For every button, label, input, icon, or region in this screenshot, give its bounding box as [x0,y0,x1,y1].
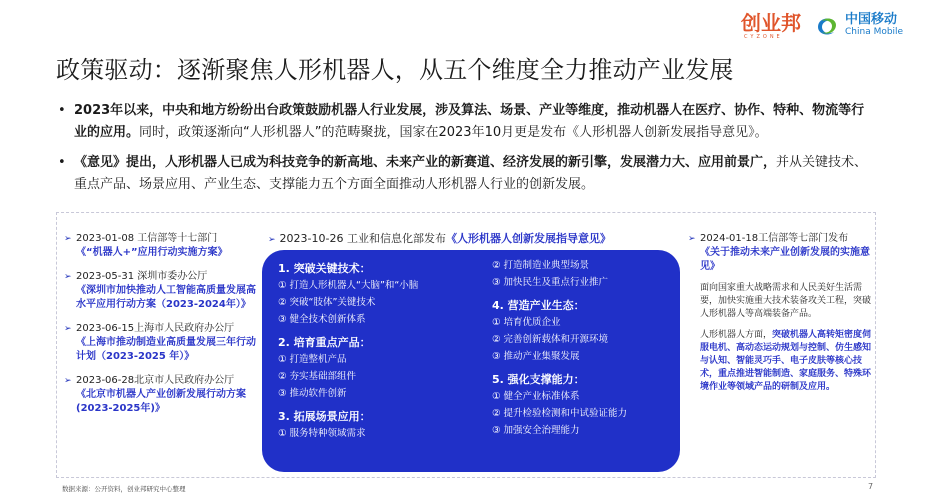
section-item: ① 打造整机产品 [278,354,347,365]
section-heading: 2. 培育重点产品： [278,336,371,349]
china-mobile-logo-icon [814,13,840,39]
policy-date-dept: 2024-01-18工信部等七部门发布 [700,233,849,244]
section-heading: 4. 营造产业生态： [492,299,585,312]
section-item: ② 打造制造业典型场景 [492,260,590,271]
policy-doc-title: 《上海市推动制造业高质量发展三年行动计划（2023-2025 年）》 [76,337,256,362]
section-item: ③ 加强安全治理能力 [492,425,580,436]
arrow-right-icon: ➢ [64,376,72,386]
section-item: ③ 推动产业集聚发展 [492,351,580,362]
policy-item [64,232,259,260]
policy-doc-title: 《深圳市加快推动人工智能高质量发展高水平应用行动方案（2023-2024年）》 [76,285,256,310]
guidance-col-2 [492,258,672,441]
policy-date-dept: 2023-10-26 工业和信息化部发布 [279,232,446,245]
arrow-right-icon: ➢ [688,234,696,244]
bullet-dot-icon: • [58,155,66,170]
policy-item [64,374,259,416]
policy-doc-title: 《北京市机器人产业创新发展行动方案(2023-2025年)》 [76,389,246,414]
section-item: ③ 加快民生及重点行业推广 [492,277,609,288]
page-title: 政策驱动：逐渐聚焦人形机器人，从五个维度全力推动产业发展 [56,56,734,84]
bullet-item [56,100,876,144]
policy-description-prefix: 人形机器人方面， [700,330,773,340]
page-number: 7 [868,482,874,491]
policy-date-dept: 2023-01-08 工信部等十七部门 [76,233,218,244]
section-item: ① 培育优质企业 [492,317,561,328]
policy-right [688,232,872,394]
bullet-bold-text: 2023年以来，中央和地方纷纷出台政策鼓励机器人行业发展，涉及算法、场景、产业等维度，推动机器人在医疗、协作、特种、物流等行业的应用。 [74,103,865,140]
policy-date-dept: 2023-06-28北京市人民政府办公厅 [76,375,235,386]
policy-date-dept: 2023-05-31 深圳市委办公厅 [76,271,208,282]
arrow-right-icon: ➢ [64,324,72,334]
china-mobile-logo-en: China Mobile [845,27,904,37]
policy-item [64,270,259,312]
policy-description-2 [688,329,872,394]
arrow-right-icon: ➢ [64,234,72,244]
intro-bullets [56,100,876,204]
bullet-bold-text: 《意见》提出，人形机器人已成为科技竞争的新高地、未来产业的新赛道、经济发展的新引擎，发展潜力大、应用前景广， [74,155,777,170]
section-item: ③ 推动软件创新 [278,388,347,399]
policy-description-highlight: 突破机器人高转矩密度伺服电机、高动态运动规划与控制、仿生感知与认知、智能灵巧手、电子皮肤等核心技术，重点推进智能制造、家庭服务、特殊环境作业等领域产品的研制及应用。 [700,330,872,392]
section-heading: 3. 拓展场景应用： [278,410,371,423]
section-heading: 5. 强化支撑能力： [492,373,585,386]
middle-policy-header [268,232,611,247]
section-item: ② 夯实基础部组件 [278,371,357,382]
policy-date-dept: 2023-06-15上海市人民政府办公厅 [76,323,235,334]
section-item: ① 健全产业标准体系 [492,391,580,402]
bullet-item [56,152,876,196]
bullet-dot-icon: • [58,103,66,118]
section-item: ② 提升检验检测和中试验证能力 [492,408,628,419]
policy-doc-title: 《关于推动未来产业创新发展的实施意见》 [700,247,870,272]
guidance-col-1 [278,258,478,444]
section-item: ② 突破“肢体”关键技术 [278,297,376,308]
section-heading: 1. 突破关键技术： [278,262,371,275]
bullet-text: 同时，政策逐渐向“人形机器人”的范畴聚拢，国家在2023年10月更是发布《人形机器人创新发展指导意见》。 [139,125,768,140]
policy-list-left [64,232,259,426]
section-item: ① 打造人形机器人“大脑”和“小脑 [278,280,419,291]
bullet-text: 并从关键技术、重点产品、场景应用、产业生态、支撑能力五个方面全面推动人形机器人行业的创新发展。 [74,155,868,192]
section-item: ① 服务特种领域需求 [278,428,366,439]
policy-doc-title: 《“机器人+”应用行动实施方案》 [76,247,228,258]
data-source-note: 数据来源：公开资料，创业邦研究中心整理 [62,485,186,493]
section-item: ③ 健全技术创新体系 [278,314,366,325]
section-item: ② 完善创新载体和开源环境 [492,334,609,345]
policy-description: 面向国家重大战略需求和人民美好生活需要，加快实施重大技术装备攻关工程，突破人形机器人等高端装备产品。 [700,283,872,319]
policy-item [688,232,872,274]
chuangyebang-logo-sub: CYZONE [744,34,783,40]
chuangyebang-logo: 创业邦 [741,11,801,35]
arrow-right-icon: ➢ [64,272,72,282]
policy-doc-title: 《人形机器人创新发展指导意见》 [445,232,611,245]
china-mobile-logo-cn: 中国移动 [845,12,898,27]
arrow-right-icon: ➢ [268,235,276,245]
policy-item [64,322,259,364]
